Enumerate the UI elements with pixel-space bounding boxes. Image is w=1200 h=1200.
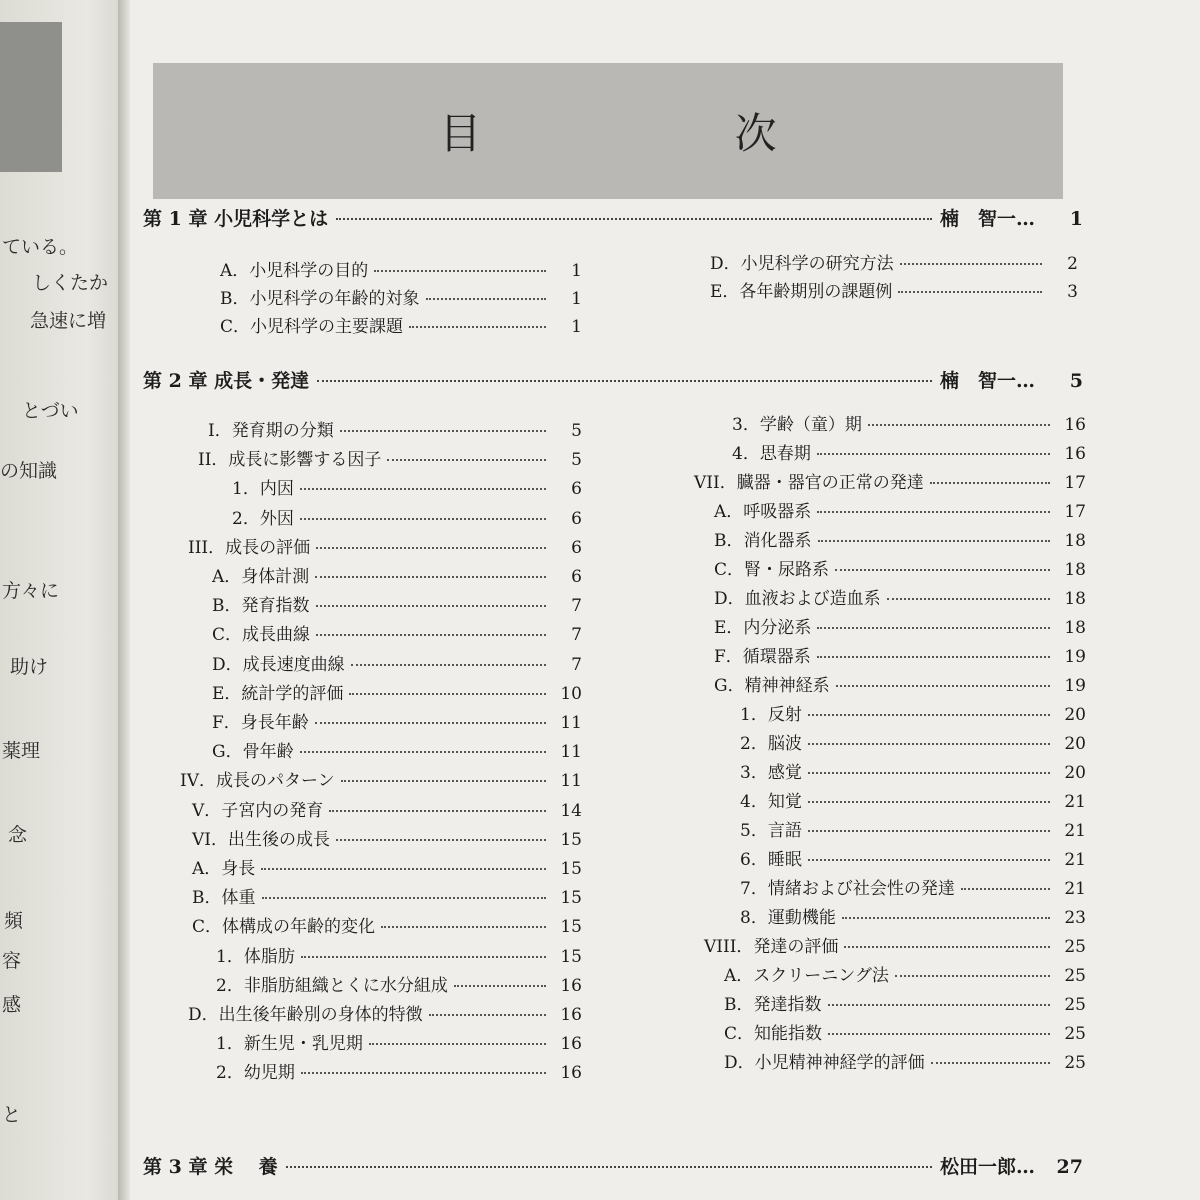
toc-entry-title: 5．言語 (740, 821, 802, 841)
toc-entry (714, 497, 1086, 523)
leader-dots (868, 424, 1050, 426)
toc-entry (714, 671, 1086, 697)
toc-entry-title: D．出生後年齢別の身体的特徴 (188, 1005, 423, 1025)
toc-entry (740, 845, 1086, 871)
leader-dots (316, 547, 546, 549)
left-page-fragment: 助け (10, 656, 49, 678)
leader-dots (316, 634, 546, 636)
toc-entry-page: 14 (560, 800, 582, 821)
toc-entry-title: 3．感覚 (740, 763, 802, 783)
toc-entry (188, 533, 582, 559)
toc-entry-title: 1．反射 (740, 705, 802, 725)
toc-entry-page: 3 (1067, 282, 1078, 302)
toc-entry-page: 15 (560, 946, 582, 967)
toc-entry-title: III．成長の評価 (188, 537, 311, 558)
toc-entry (714, 584, 1086, 610)
toc-entry-title: D．小児科学の研究方法 (710, 254, 894, 274)
toc-entry-page: 15 (560, 859, 582, 879)
toc-entry (192, 912, 582, 938)
chapter-label: 第 2 章 成長・発達 (143, 370, 310, 392)
toc-entry (220, 284, 582, 310)
toc-entry (212, 591, 582, 617)
toc-entry (732, 410, 1086, 436)
leader-dots (336, 218, 932, 220)
toc-entry-title: C．腎・尿路系 (714, 560, 830, 580)
toc-entry (192, 883, 582, 909)
toc-entry (180, 766, 582, 792)
toc-entry (220, 256, 582, 282)
toc-entry-title: A．身体計測 (212, 567, 310, 587)
leader-dots (315, 576, 546, 578)
left-page-fragment: ている。 (2, 236, 79, 258)
leader-dots (931, 1062, 1050, 1064)
toc-entry-title: C．体構成の年齢的変化 (192, 917, 376, 938)
chapter-heading (143, 204, 1083, 234)
toc-entry-title: D．小児精神神経学的評価 (724, 1053, 925, 1073)
toc-entry (704, 932, 1086, 958)
chapter-label: 第 1 章 小児科学とは (143, 208, 329, 230)
left-page-fragment: 感 (2, 994, 22, 1016)
toc-entry-title: B．発達指数 (724, 995, 822, 1015)
toc-entry-page: 19 (1064, 647, 1086, 667)
leader-dots (374, 270, 546, 272)
toc-entry-page: 16 (560, 1034, 582, 1055)
toc-entry-page: 21 (1064, 850, 1086, 870)
toc-entry (710, 277, 1078, 303)
toc-entry-page: 11 (560, 742, 582, 763)
toc-entry (192, 796, 582, 822)
leader-dots (836, 685, 1050, 687)
toc-entry-title: A．小児科学の目的 (220, 261, 369, 281)
leader-dots (351, 664, 546, 666)
leader-dots (381, 926, 546, 928)
toc-entry-title: 2．外因 (232, 508, 294, 529)
toc-entry-page: 17 (1064, 473, 1086, 493)
toc-entry (714, 526, 1086, 552)
toc-entry (740, 903, 1086, 929)
leader-dots (898, 291, 1042, 293)
leader-dots (808, 801, 1050, 803)
toc-entry-page: 2 (1067, 254, 1078, 274)
toc-entry (732, 439, 1086, 465)
leader-dots (817, 511, 1050, 513)
toc-entry-title: 2．脳波 (740, 734, 802, 754)
left-page-fragment: 薬理 (2, 740, 41, 762)
toc-entry-title: F．身長年齢 (212, 713, 309, 733)
toc-entry-title: I．発育期の分類 (208, 421, 334, 441)
toc-entry-page: 6 (571, 479, 582, 500)
toc-entry (212, 679, 582, 705)
toc-entry-page: 25 (1064, 937, 1086, 957)
leader-dots (387, 459, 546, 461)
toc-entry-title: E．統計学的評価 (212, 683, 344, 704)
toc-entry-page: 16 (560, 975, 582, 996)
left-page-fragment: とづい (22, 400, 79, 422)
toc-entry (740, 700, 1086, 726)
toc-entry-title: 8．運動機能 (740, 908, 836, 928)
toc-entry-page: 19 (1064, 676, 1086, 696)
toc-entry-page: 23 (1064, 908, 1086, 928)
toc-entry-page: 25 (1064, 966, 1086, 986)
leader-dots (329, 810, 546, 812)
toc-entry-title: A．身長 (192, 859, 256, 879)
toc-entry-title: 1．新生児・乳児期 (216, 1034, 363, 1055)
chapter-author: 楠 智一… (939, 370, 1035, 392)
leader-dots (844, 946, 1050, 948)
leader-dots (316, 605, 547, 607)
left-page-fragment: 容 (2, 950, 22, 972)
chapter-label: 第 3 章 栄 養 (143, 1156, 278, 1178)
chapter-page: 27 (1056, 1156, 1083, 1178)
toc-entry-page: 15 (560, 917, 582, 938)
toc-entry (212, 650, 582, 676)
toc-entry (740, 758, 1086, 784)
leader-dots (262, 897, 547, 899)
toc-entry-page: 16 (1064, 444, 1086, 464)
toc-entry-title: B．小児科学の年齢的対象 (220, 289, 420, 309)
toc-entry-title: C．成長曲線 (212, 625, 311, 646)
toc-entry-page: 16 (560, 1063, 582, 1084)
toc-entry (740, 874, 1086, 900)
leader-dots (300, 518, 546, 520)
toc-entry (724, 990, 1086, 1016)
toc-entry-title: B．発育指数 (212, 596, 310, 617)
toc-entry (216, 971, 582, 997)
left-page (0, 0, 124, 1200)
leader-dots (301, 956, 546, 958)
leader-dots (817, 453, 1050, 455)
toc-entry (212, 620, 582, 646)
toc-entry-title: VIII．発達の評価 (704, 937, 839, 957)
toc-entry-page: 20 (1064, 763, 1086, 783)
toc-entry-page: 25 (1064, 1053, 1086, 1073)
toc-entry (714, 613, 1086, 639)
chapter-page: 5 (1069, 370, 1083, 392)
leader-dots (315, 722, 546, 724)
toc-entry-title: 4．知覚 (740, 792, 802, 812)
toc-entry-title: II．成長に影響する因子 (198, 450, 382, 471)
toc-entry-page: 25 (1064, 1024, 1086, 1044)
leader-dots (808, 859, 1050, 861)
leader-dots (817, 656, 1050, 658)
toc-entry-title: B．体重 (192, 888, 256, 909)
toc-entry-page: 25 (1064, 995, 1086, 1015)
toc-entry (192, 825, 582, 851)
toc-entry-page: 1 (571, 289, 582, 309)
toc-entry-page: 17 (1064, 502, 1086, 522)
chapter-page: 1 (1069, 208, 1083, 230)
leader-dots (409, 326, 546, 328)
leader-dots (300, 751, 546, 753)
toc-entry-page: 1 (571, 317, 582, 337)
toc-entry-page: 21 (1064, 879, 1086, 899)
leader-dots (808, 830, 1050, 832)
toc-entry-page: 7 (571, 596, 582, 617)
title-banner (153, 63, 1063, 199)
toc-entry (212, 737, 582, 763)
toc-entry-page: 7 (571, 625, 582, 646)
leader-dots (808, 772, 1050, 774)
toc-entry (212, 562, 582, 588)
toc-entry (724, 1019, 1086, 1045)
leader-dots (817, 627, 1050, 629)
toc-entry-title: V．子宮内の発育 (192, 800, 324, 821)
leader-dots (286, 1166, 932, 1168)
leader-dots (900, 263, 1042, 265)
toc-entry (220, 312, 582, 338)
toc-entry (714, 642, 1086, 668)
toc-entry (724, 961, 1086, 987)
chapter-author: 松田一郎… (939, 1156, 1035, 1178)
toc-entry-page: 11 (560, 713, 582, 733)
leader-dots (349, 693, 546, 695)
toc-entry-title: C．知能指数 (724, 1024, 823, 1044)
toc-entry (198, 445, 582, 471)
leader-dots (895, 975, 1050, 977)
left-page-fragment: 方々に (2, 580, 60, 602)
toc-entry-page: 1 (571, 261, 582, 281)
leader-dots (828, 1033, 1050, 1035)
toc-entry-title: IV．成長のパターン (180, 771, 335, 792)
leader-dots (340, 430, 546, 432)
leader-dots (454, 985, 546, 987)
left-page-fragment: の知識 (0, 460, 58, 482)
toc-entry-page: 18 (1064, 560, 1086, 580)
toc-entry-title: 3．学齢（童）期 (732, 415, 862, 435)
toc-entry (740, 729, 1086, 755)
left-page-fragment: 頻 (4, 910, 24, 932)
toc-entry (724, 1048, 1086, 1074)
toc-entry (232, 504, 582, 530)
toc-entry-title: 7．情緒および社会性の発達 (740, 879, 955, 899)
left-page-fragment: 急速に増 (30, 310, 107, 332)
leader-dots (426, 298, 547, 300)
leader-dots (808, 743, 1050, 745)
toc-entry-page: 21 (1064, 792, 1086, 812)
toc-entry-page: 15 (560, 829, 582, 850)
leader-dots (808, 714, 1050, 716)
leader-dots (341, 780, 546, 782)
leader-dots (961, 888, 1050, 890)
toc-entry (212, 708, 582, 734)
toc-entry-page: 18 (1064, 589, 1086, 609)
toc-entry-title: F．循環器系 (714, 647, 811, 667)
toc-entry (188, 1000, 582, 1026)
chapter-author: 楠 智一… (939, 208, 1035, 230)
toc-entry-title: VI．出生後の成長 (192, 829, 330, 850)
leader-dots (261, 868, 546, 870)
left-page-fragment: と (2, 1104, 22, 1126)
toc-entry (208, 416, 582, 442)
toc-entry-page: 6 (571, 537, 582, 558)
toc-entry (710, 249, 1078, 275)
toc-entry (740, 787, 1086, 813)
page-title: 目 次 (439, 109, 897, 158)
toc-entry-page: 15 (560, 888, 582, 909)
toc-entry-page: 6 (571, 508, 582, 529)
leader-dots (818, 540, 1051, 542)
leader-dots (301, 1072, 546, 1074)
toc-entry-title: 1．体脂肪 (216, 946, 295, 967)
toc-entry-title: 6．睡眠 (740, 850, 802, 870)
toc-entry-page: 11 (560, 771, 582, 792)
toc-entry (740, 816, 1086, 842)
leader-dots (930, 482, 1050, 484)
leader-dots (336, 839, 546, 841)
leader-dots (828, 1004, 1051, 1006)
toc-entry-title: VII．臓器・器官の正常の発達 (694, 473, 924, 493)
leader-dots (429, 1014, 546, 1016)
toc-entry-title: A．スクリーニング法 (724, 966, 889, 986)
toc-entry-title: 2．幼児期 (216, 1063, 295, 1084)
toc-entry (216, 1029, 582, 1055)
leader-dots (300, 488, 546, 490)
left-page-gray-tab (0, 22, 62, 172)
toc-entry-page: 7 (571, 654, 582, 675)
toc-entry (232, 474, 582, 500)
toc-entry-page: 20 (1064, 705, 1086, 725)
toc-entry-page: 6 (571, 567, 582, 587)
leader-dots (835, 569, 1050, 571)
toc-entry-title: G．精神神経系 (714, 676, 830, 696)
leader-dots (842, 917, 1050, 919)
toc-entry-title: B．消化器系 (714, 531, 812, 551)
toc-entry-title: 2．非脂肪組織とくに水分組成 (216, 975, 448, 996)
toc-entry (216, 1058, 582, 1084)
toc-entry-title: D．血液および造血系 (714, 589, 881, 609)
leader-dots (887, 598, 1050, 600)
toc-entry-page: 16 (1064, 415, 1086, 435)
toc-entry (694, 468, 1086, 494)
toc-entry (192, 854, 582, 880)
chapter-heading (143, 1152, 1083, 1182)
toc-entry (714, 555, 1086, 581)
toc-entry-page: 20 (1064, 734, 1086, 754)
leader-dots (317, 380, 932, 382)
toc-entry-page: 18 (1064, 531, 1086, 551)
toc-entry-page: 5 (571, 450, 582, 471)
left-page-fragment: 念 (8, 824, 28, 846)
left-page-fragment: しくたか (32, 272, 109, 294)
chapter-heading (143, 366, 1083, 396)
toc-entry-title: G．骨年齢 (212, 742, 294, 763)
toc-entry-page: 5 (571, 421, 582, 441)
toc-entry-title: D．成長速度曲線 (212, 654, 345, 675)
toc-entry-title: C．小児科学の主要課題 (220, 317, 404, 337)
toc-entry-page: 21 (1064, 821, 1086, 841)
toc-entry-title: 1．内因 (232, 479, 294, 500)
toc-entry-title: A．呼吸器系 (714, 502, 812, 522)
toc-entry-page: 10 (560, 683, 582, 704)
toc-entry-page: 16 (560, 1005, 582, 1025)
leader-dots (369, 1043, 546, 1045)
toc-entry-title: E．内分泌系 (714, 618, 812, 638)
toc-entry (216, 942, 582, 968)
toc-entry-page: 18 (1064, 618, 1086, 638)
toc-entry-title: 4．思春期 (732, 444, 811, 464)
toc-entry-title: E．各年齢期別の課題例 (710, 282, 893, 302)
